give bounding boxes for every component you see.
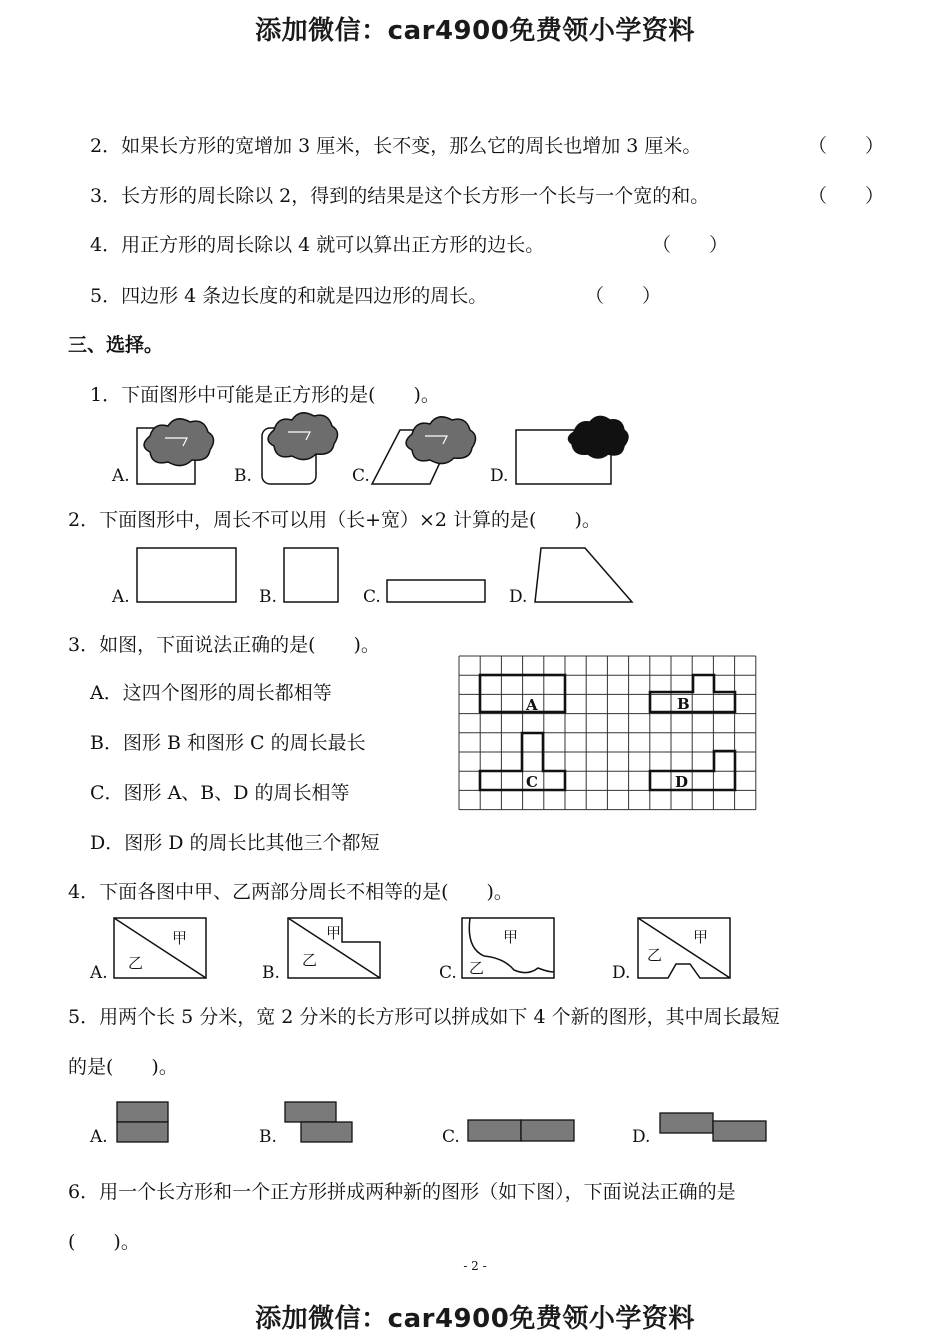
q5-c-right [521, 1120, 574, 1141]
watermark-bottom: 添加微信：car4900免费领小学资料 [255, 1304, 695, 1334]
q2-figures [0, 540, 950, 610]
q4-d-jia: 甲 [693, 928, 709, 946]
q5-b-top [285, 1102, 336, 1122]
q4-figures [0, 910, 950, 990]
q1-figure-c [372, 417, 476, 484]
q2-a-rectangle [137, 548, 236, 602]
q2-text: 2．下面图形中，周长不可以用（长+宽）×2 计算的是( )。 [68, 509, 601, 531]
judge-item-5: 5．四边形 4 条边长度的和就是四边形的周长。 [90, 285, 488, 307]
q1-a-cloud [144, 419, 214, 466]
q5-c-left [468, 1120, 521, 1141]
q4-option-c[interactable]: C. [439, 963, 457, 983]
q3-choice-d[interactable]: D．图形 D 的周长比其他三个都短 [90, 832, 380, 854]
q3-label-c: C [526, 773, 538, 791]
q1-option-d[interactable]: D. [490, 466, 509, 486]
q1-figure-b [262, 413, 338, 484]
q4-a-jia: 甲 [172, 929, 188, 947]
q4-option-a[interactable]: A. [90, 963, 108, 983]
q2-option-a[interactable]: A. [112, 587, 130, 607]
q4-b-jia: 甲 [326, 924, 342, 942]
q6-text-line1: 6．用一个长方形和一个正方形拼成两种新的图形（如下图），下面说法正确的是 [68, 1181, 736, 1203]
q2-option-c[interactable]: C. [363, 587, 381, 607]
q2-option-d[interactable]: D. [509, 587, 528, 607]
q5-d-right [713, 1121, 766, 1141]
q5-option-c[interactable]: C. [442, 1127, 460, 1147]
q5-b-bottom [301, 1122, 352, 1142]
q3-label-b: B [677, 695, 690, 713]
q1-d-cloud [568, 416, 628, 458]
q4-c-jia: 甲 [503, 928, 519, 946]
watermark-top-ghost [0, 44, 950, 58]
q5-text-line2: 的是( )。 [68, 1056, 178, 1078]
q4-d-yi: 乙 [647, 946, 663, 964]
section-title-choice: 三、选择。 [68, 334, 164, 356]
q5-option-d[interactable]: D. [632, 1127, 651, 1147]
q5-a-bottom [117, 1122, 168, 1142]
q2-d-trapezoid [535, 548, 632, 602]
q1-text: 1．下面图形中可能是正方形的是( )。 [90, 384, 440, 406]
q4-option-b[interactable]: B. [262, 963, 280, 983]
q4-c-yi: 乙 [469, 959, 485, 977]
q6-text-line2: ( )。 [68, 1231, 140, 1253]
watermark-top: 添加微信：car4900免费领小学资料 [255, 16, 695, 46]
q3-grid-figure [458, 655, 758, 815]
judge-paren-2[interactable]: （ ） [808, 135, 885, 157]
judge-paren-3[interactable]: （ ） [808, 185, 885, 207]
page-number: - 2 - [463, 1259, 487, 1273]
judge-item-3: 3．长方形的周长除以 2，得到的结果是这个长方形一个长与一个宽的和。 [90, 185, 710, 207]
judge-item-2: 2．如果长方形的宽增加 3 厘米，长不变，那么它的周长也增加 3 厘米。 [90, 135, 702, 157]
judge-paren-5[interactable]: （ ） [585, 285, 662, 307]
q4-option-d[interactable]: D. [612, 963, 631, 983]
q3-label-a: A [526, 696, 538, 714]
q2-c-thin-rectangle [387, 580, 485, 602]
q4-b-yi: 乙 [302, 951, 318, 969]
q5-text-line1: 5．用两个长 5 分米，宽 2 分米的长方形可以拼成如下 4 个新的图形，其中周长最短 [68, 1006, 780, 1028]
q1-option-a[interactable]: A. [112, 466, 130, 486]
q1-figure-d [516, 416, 628, 484]
q3-text: 3．如图，下面说法正确的是( )。 [68, 634, 380, 656]
q5-option-b[interactable]: B. [259, 1127, 277, 1147]
q1-option-c[interactable]: C. [352, 466, 370, 486]
q5-option-a[interactable]: A. [90, 1127, 108, 1147]
q5-a-top [117, 1102, 168, 1122]
judge-item-4: 4．用正方形的周长除以 4 就可以算出正方形的边长。 [90, 234, 545, 256]
q2-b-square [284, 548, 338, 602]
q3-choice-c[interactable]: C．图形 A、B、D 的周长相等 [90, 782, 350, 804]
q1-c-cloud [406, 417, 476, 464]
q2-option-b[interactable]: B. [259, 587, 277, 607]
judge-paren-4[interactable]: （ ） [652, 234, 729, 256]
q1-figure-a [137, 419, 214, 484]
q1-b-cloud [268, 413, 338, 460]
q4-text: 4．下面各图中甲、乙两部分周长不相等的是( )。 [68, 881, 513, 903]
q4-a-yi: 乙 [128, 954, 144, 972]
q3-label-d: D [675, 773, 689, 791]
q1-figures [0, 410, 950, 490]
q1-option-b[interactable]: B. [234, 466, 252, 486]
watermark-bottom-ghost [0, 1283, 950, 1297]
q3-choice-b[interactable]: B．图形 B 和图形 C 的周长最长 [90, 732, 366, 754]
q3-choice-a[interactable]: A．这四个图形的周长都相等 [90, 682, 332, 704]
q5-figures [0, 1095, 950, 1155]
q5-d-left [660, 1113, 713, 1133]
